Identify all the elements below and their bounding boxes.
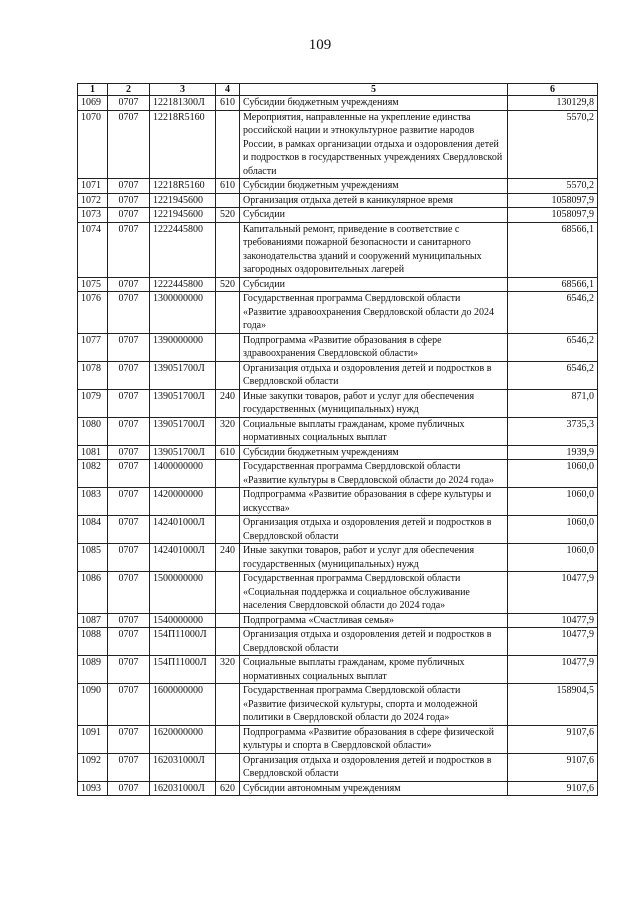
item-name-cell: Организация отдыха и оздоровления детей и подростков в Свердловской области (240, 516, 508, 544)
target-code-cell: 139051700Л (150, 417, 216, 445)
amount-cell: 6546,2 (508, 292, 598, 334)
section-code-cell: 0707 (108, 333, 150, 361)
target-code-cell: 1500000000 (150, 572, 216, 614)
amount-cell: 1058097,9 (508, 193, 598, 208)
row-number-cell: 1069 (78, 96, 108, 111)
expense-kind-cell: 320 (216, 656, 240, 684)
amount-cell: 3735,3 (508, 417, 598, 445)
target-code-cell: 1221945600 (150, 193, 216, 208)
section-code-cell: 0707 (108, 753, 150, 781)
expense-kind-cell: 520 (216, 277, 240, 292)
expense-kind-cell (216, 193, 240, 208)
expense-kind-cell (216, 361, 240, 389)
row-number-cell: 1089 (78, 656, 108, 684)
amount-cell: 1939,9 (508, 445, 598, 460)
table-row (78, 389, 598, 417)
section-code-cell: 0707 (108, 613, 150, 628)
section-code-cell: 0707 (108, 361, 150, 389)
expense-kind-cell (216, 725, 240, 753)
item-name-cell: Подпрограмма «Развитие образования в сфере здравоохранения Свердловской области» (240, 333, 508, 361)
table-row (78, 222, 598, 277)
target-code-cell: 1540000000 (150, 613, 216, 628)
table-row (78, 684, 598, 726)
row-number-cell: 1083 (78, 488, 108, 516)
amount-cell: 10477,9 (508, 572, 598, 614)
table-row (78, 110, 598, 179)
row-number-cell: 1079 (78, 389, 108, 417)
table-row (78, 753, 598, 781)
expense-kind-cell: 610 (216, 96, 240, 111)
amount-cell: 10477,9 (508, 628, 598, 656)
target-code-cell: 162031000Л (150, 781, 216, 796)
amount-cell: 9107,6 (508, 781, 598, 796)
section-code-cell: 0707 (108, 656, 150, 684)
target-code-cell: 1222445800 (150, 277, 216, 292)
column-header: 4 (216, 84, 240, 96)
target-code-cell: 142401000Л (150, 544, 216, 572)
section-code-cell: 0707 (108, 684, 150, 726)
amount-cell: 1058097,9 (508, 208, 598, 223)
section-code-cell: 0707 (108, 781, 150, 796)
target-code-cell: 12218R5160 (150, 110, 216, 179)
section-code-cell: 0707 (108, 389, 150, 417)
section-code-cell: 0707 (108, 96, 150, 111)
item-name-cell: Государственная программа Свердловской области «Развитие культуры в Свердловской области до 2024 года» (240, 460, 508, 488)
item-name-cell: Мероприятия, направленные на укрепление единства российской нации и этнокультурное развитие народов России, в рамках организации отдыха и оздоровления детей и подростков в государственных учреждениях Свердловской области (240, 110, 508, 179)
expense-kind-cell (216, 516, 240, 544)
expense-kind-cell (216, 628, 240, 656)
section-code-cell: 0707 (108, 208, 150, 223)
table-row (78, 460, 598, 488)
table-row (78, 208, 598, 223)
expense-kind-cell (216, 488, 240, 516)
item-name-cell: Иные закупки товаров, работ и услуг для обеспечения государственных (муниципальных) нужд (240, 389, 508, 417)
column-header: 2 (108, 84, 150, 96)
row-number-cell: 1087 (78, 613, 108, 628)
amount-cell: 1060,0 (508, 544, 598, 572)
expense-kind-cell: 620 (216, 781, 240, 796)
row-number-cell: 1085 (78, 544, 108, 572)
item-name-cell: Субсидии (240, 277, 508, 292)
row-number-cell: 1092 (78, 753, 108, 781)
table-row (78, 572, 598, 614)
table-row (78, 781, 598, 796)
table-row (78, 725, 598, 753)
table-row (78, 516, 598, 544)
target-code-cell: 142401000Л (150, 516, 216, 544)
row-number-cell: 1091 (78, 725, 108, 753)
target-code-cell: 139051700Л (150, 361, 216, 389)
expense-kind-cell (216, 333, 240, 361)
expense-kind-cell (216, 222, 240, 277)
row-number-cell: 1090 (78, 684, 108, 726)
table-body (78, 96, 598, 796)
table-row (78, 277, 598, 292)
amount-cell: 1060,0 (508, 488, 598, 516)
table-header-row (78, 84, 598, 96)
table-row (78, 361, 598, 389)
amount-cell: 871,0 (508, 389, 598, 417)
table-row (78, 544, 598, 572)
row-number-cell: 1075 (78, 277, 108, 292)
item-name-cell: Подпрограмма «Развитие образования в сфере культуры и искусства» (240, 488, 508, 516)
target-code-cell: 1222445800 (150, 222, 216, 277)
target-code-cell: 1390000000 (150, 333, 216, 361)
section-code-cell: 0707 (108, 460, 150, 488)
row-number-cell: 1077 (78, 333, 108, 361)
table-row (78, 179, 598, 194)
item-name-cell: Субсидии бюджетным учреждениям (240, 96, 508, 111)
item-name-cell: Организация отдыха и оздоровления детей и подростков в Свердловской области (240, 753, 508, 781)
column-header: 5 (240, 84, 508, 96)
section-code-cell: 0707 (108, 628, 150, 656)
column-header: 3 (150, 84, 216, 96)
section-code-cell: 0707 (108, 516, 150, 544)
item-name-cell: Социальные выплаты гражданам, кроме публичных нормативных социальных выплат (240, 656, 508, 684)
row-number-cell: 1072 (78, 193, 108, 208)
row-number-cell: 1071 (78, 179, 108, 194)
target-code-cell: 1221945600 (150, 208, 216, 223)
expense-kind-cell (216, 572, 240, 614)
amount-cell: 1060,0 (508, 460, 598, 488)
column-header: 6 (508, 84, 598, 96)
target-code-cell: 162031000Л (150, 753, 216, 781)
row-number-cell: 1082 (78, 460, 108, 488)
item-name-cell: Капитальный ремонт, приведение в соответствие с требованиями пожарной безопасности и санитарного законодательства зданий и сооружений муниципальных загородных оздоровительных лагерей (240, 222, 508, 277)
item-name-cell: Субсидии бюджетным учреждениям (240, 179, 508, 194)
target-code-cell: 154П11000Л (150, 656, 216, 684)
section-code-cell: 0707 (108, 193, 150, 208)
item-name-cell: Субсидии бюджетным учреждениям (240, 445, 508, 460)
target-code-cell: 1400000000 (150, 460, 216, 488)
section-code-cell: 0707 (108, 572, 150, 614)
item-name-cell: Субсидии автономным учреждениям (240, 781, 508, 796)
expense-kind-cell (216, 684, 240, 726)
amount-cell: 10477,9 (508, 656, 598, 684)
amount-cell: 9107,6 (508, 725, 598, 753)
section-code-cell: 0707 (108, 222, 150, 277)
expense-kind-cell: 240 (216, 389, 240, 417)
expense-kind-cell: 240 (216, 544, 240, 572)
section-code-cell: 0707 (108, 417, 150, 445)
target-code-cell: 154П11000Л (150, 628, 216, 656)
target-code-cell: 139051700Л (150, 389, 216, 417)
row-number-cell: 1081 (78, 445, 108, 460)
item-name-cell: Государственная программа Свердловской области «Развитие здравоохранения Свердловской области до 2024 года» (240, 292, 508, 334)
row-number-cell: 1084 (78, 516, 108, 544)
expense-kind-cell (216, 110, 240, 179)
row-number-cell: 1093 (78, 781, 108, 796)
table-row (78, 628, 598, 656)
item-name-cell: Субсидии (240, 208, 508, 223)
item-name-cell: Подпрограмма «Развитие образования в сфере физической культуры и спорта в Свердловской области» (240, 725, 508, 753)
section-code-cell: 0707 (108, 544, 150, 572)
amount-cell: 6546,2 (508, 361, 598, 389)
expense-kind-cell (216, 292, 240, 334)
row-number-cell: 1088 (78, 628, 108, 656)
row-number-cell: 1076 (78, 292, 108, 334)
item-name-cell: Иные закупки товаров, работ и услуг для обеспечения государственных (муниципальных) нужд (240, 544, 508, 572)
target-code-cell: 1300000000 (150, 292, 216, 334)
page-number: 109 (308, 37, 332, 53)
item-name-cell: Организация отдыха детей в каникулярное время (240, 193, 508, 208)
amount-cell: 68566,1 (508, 222, 598, 277)
amount-cell: 1060,0 (508, 516, 598, 544)
expense-kind-cell (216, 613, 240, 628)
amount-cell: 5570,2 (508, 179, 598, 194)
item-name-cell: Подпрограмма «Счастливая семья» (240, 613, 508, 628)
table-row (78, 488, 598, 516)
section-code-cell: 0707 (108, 277, 150, 292)
table-row (78, 656, 598, 684)
row-number-cell: 1078 (78, 361, 108, 389)
expense-kind-cell: 610 (216, 445, 240, 460)
expense-kind-cell: 610 (216, 179, 240, 194)
item-name-cell: Организация отдыха и оздоровления детей и подростков в Свердловской области (240, 628, 508, 656)
amount-cell: 10477,9 (508, 613, 598, 628)
item-name-cell: Государственная программа Свердловской области «Социальная поддержка и социальное обслуживание населения Свердловской области до 2024 года» (240, 572, 508, 614)
target-code-cell: 1600000000 (150, 684, 216, 726)
column-header: 1 (78, 84, 108, 96)
section-code-cell: 0707 (108, 488, 150, 516)
target-code-cell: 1420000000 (150, 488, 216, 516)
table-row (78, 613, 598, 628)
section-code-cell: 0707 (108, 179, 150, 194)
table-row (78, 333, 598, 361)
expense-kind-cell (216, 753, 240, 781)
item-name-cell: Организация отдыха и оздоровления детей и подростков в Свердловской области (240, 361, 508, 389)
target-code-cell: 122181300Л (150, 96, 216, 111)
amount-cell: 68566,1 (508, 277, 598, 292)
row-number-cell: 1080 (78, 417, 108, 445)
table-row (78, 417, 598, 445)
amount-cell: 6546,2 (508, 333, 598, 361)
expense-kind-cell: 320 (216, 417, 240, 445)
target-code-cell: 12218R5160 (150, 179, 216, 194)
section-code-cell: 0707 (108, 445, 150, 460)
table-row (78, 193, 598, 208)
target-code-cell: 139051700Л (150, 445, 216, 460)
expense-kind-cell: 520 (216, 208, 240, 223)
row-number-cell: 1086 (78, 572, 108, 614)
budget-table (77, 83, 598, 796)
section-code-cell: 0707 (108, 725, 150, 753)
target-code-cell: 1620000000 (150, 725, 216, 753)
table-row (78, 96, 598, 111)
row-number-cell: 1073 (78, 208, 108, 223)
amount-cell: 9107,6 (508, 753, 598, 781)
table-row (78, 292, 598, 334)
row-number-cell: 1070 (78, 110, 108, 179)
item-name-cell: Социальные выплаты гражданам, кроме публичных нормативных социальных выплат (240, 417, 508, 445)
amount-cell: 5570,2 (508, 110, 598, 179)
amount-cell: 158904,5 (508, 684, 598, 726)
row-number-cell: 1074 (78, 222, 108, 277)
item-name-cell: Государственная программа Свердловской области «Развитие физической культуры, спорта и молодежной политики в Свердловской области до 2024 года» (240, 684, 508, 726)
section-code-cell: 0707 (108, 292, 150, 334)
section-code-cell: 0707 (108, 110, 150, 179)
expense-kind-cell (216, 460, 240, 488)
table-row (78, 445, 598, 460)
amount-cell: 130129,8 (508, 96, 598, 111)
